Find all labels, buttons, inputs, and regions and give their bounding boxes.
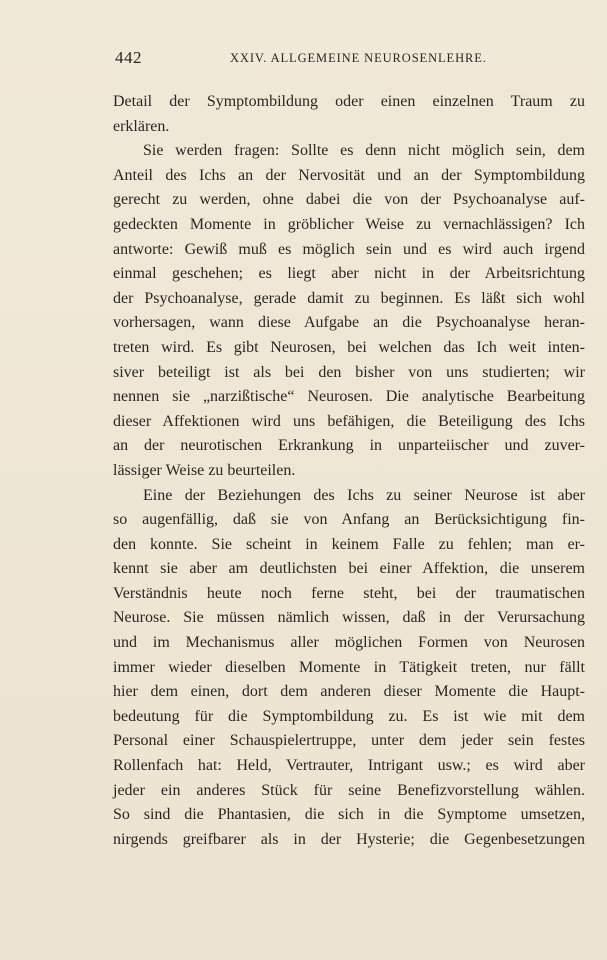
text-line: nennen sie „narzißtische“ Neurosen. Die analytische Bearbeitung	[113, 388, 585, 406]
text-line: den konnte. Sie scheint in keinem Falle zu fehlen; man er-	[113, 535, 585, 553]
text-line: vorhersagen, wann diese Aufgabe an die Psychoanalyse heran-	[113, 314, 585, 332]
text-line: Sie werden fragen: Sollte es denn nicht möglich sein, dem	[143, 142, 585, 160]
text-line: Eine der Beziehungen des Ichs zu seiner Neurose ist aber	[143, 486, 585, 504]
text-line: so augenfällig, daß sie von Anfang an Berücksichtigung fin-	[113, 511, 585, 529]
text-line: Neurose. Sie müssen nämlich wissen, daß in der Verursachung	[113, 609, 585, 627]
text-line: antworte: Gewiß muß es möglich sein und es wird auch irgend	[113, 240, 585, 258]
text-line: bedeutung für die Symptombildung zu. Es ist wie mit dem	[113, 707, 585, 725]
text-line: jeder ein anderes Stück für seine Benefizvorstellung wählen.	[113, 781, 585, 799]
text-line: an der neurotischen Erkrankung in unparteiischer und zuver-	[113, 437, 585, 455]
text-line: hier dem einen, dort dem anderen dieser Momente die Haupt-	[113, 683, 585, 701]
page-header	[115, 48, 579, 70]
text-line: So sind die Phantasien, die sich in die Symptome umsetzen,	[113, 806, 585, 824]
text-line: und im Mechanismus aller möglichen Formen von Neurosen	[113, 634, 585, 652]
text-line: gedeckten Momente in gröblicher Weise zu vernachlässigen? Ich	[113, 215, 585, 233]
text-line: Verständnis heute noch ferne steht, bei der traumatischen	[113, 584, 585, 602]
text-line: siver beteiligt ist als bei den bisher von uns studierten; wir	[113, 363, 585, 381]
text-line: nirgends greifbarer als in der Hysterie; die Gegenbesetzungen	[113, 830, 585, 848]
text-line: treten wird. Es gibt Neurosen, bei welchen das Ich weit inten-	[113, 338, 585, 356]
text-line: gerecht zu werden, ohne dabei die von der Psychoanalyse auf-	[113, 191, 585, 209]
text-line: Personal einer Schauspielertruppe, unter dem jeder sein festes	[113, 732, 585, 750]
text-line: Rollenfach hat: Held, Vertrauter, Intrigant usw.; es wird aber	[113, 757, 585, 775]
text-line: Anteil des Ichs an der Nervosität und an der Symptombildung	[113, 166, 585, 184]
text-line: immer wieder dieselben Momente in Tätigkeit treten, nur fällt	[113, 658, 585, 676]
text-line: erklären.	[113, 117, 170, 135]
text-line: lässiger Weise zu beurteilen.	[113, 461, 296, 479]
text-line: Detail der Symptombildung oder einen einzelnen Traum zu	[113, 93, 585, 110]
text-line: kennt sie aber am deutlichsten bei einer Affektion, die unserem	[113, 560, 585, 578]
running-head: XXIV. ALLGEMEINE NEUROSENLEHRE.	[230, 51, 487, 65]
text-line: der Psychoanalyse, gerade damit zu beginnen. Es läßt sich wohl	[113, 289, 585, 307]
text-line: einmal geschehen; es liegt aber nicht in der Arbeitsrichtung	[113, 265, 585, 283]
page-number: 442	[115, 48, 142, 67]
body-text	[113, 90, 585, 852]
text-line: dieser Affektionen wird uns befähigen, die Beteiligung des Ichs	[113, 412, 585, 430]
